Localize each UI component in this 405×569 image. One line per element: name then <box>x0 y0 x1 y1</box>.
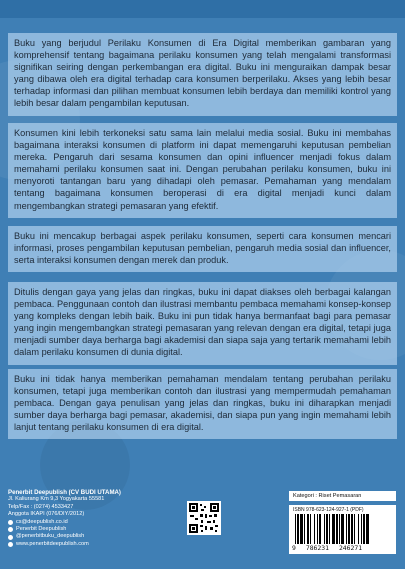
barcode-bar <box>363 514 365 544</box>
barcode-bar <box>329 514 330 544</box>
publisher-name: Penerbit Deepublish (CV BUDI UTAMA) <box>8 489 121 496</box>
email-icon <box>8 520 13 525</box>
barcode-bar <box>358 514 359 544</box>
barcode-digits <box>292 544 362 552</box>
blurb-box <box>8 226 397 272</box>
qr-code <box>187 501 221 535</box>
barcode-bar <box>336 514 338 544</box>
barcode-bar <box>317 514 318 544</box>
blurb-paragraph: Konsumen kini lebih terkoneksi satu sama lain melalui media sosial. Buku ini membahas bagaimana interaksi konsumen di platform ini dapat memengaruhi keputusan pembelian mereka. Pengaruh dari sesama konsumen dan opini influencer menjadi fokus dalam memahami perilaku konsumen saat ini. Dengan perubahan perilaku konsumen, buku ini menyoroti tantangan baru yang dihadapi oleh pemasar. Pemahaman yang mendalam tentang bagaimana konsumen beroperasi di era digital menjadi kunci dalam mengembangkan strategi pemasaran yang efektif. <box>14 128 391 211</box>
barcode-bar <box>332 514 335 544</box>
isbn-text: ISBN 978-623-124-927-1 (PDF) <box>293 507 364 513</box>
top-band <box>0 0 405 18</box>
barcode-bar <box>307 514 309 544</box>
back-cover-footer <box>0 485 405 569</box>
barcode-bar <box>324 514 325 544</box>
qr-code-icon <box>189 503 219 533</box>
contact-text: @penerbitbuku_deepublish <box>16 533 85 540</box>
barcode-bar <box>310 514 311 544</box>
contact-instagram <box>8 533 121 540</box>
blurb-box <box>8 369 397 439</box>
globe-icon <box>8 542 13 547</box>
barcode-digit-group: 246271 <box>338 544 363 552</box>
blurb-box <box>8 33 397 116</box>
instagram-icon <box>8 535 13 540</box>
publisher-info <box>8 489 121 548</box>
publisher-address: Jl. Kaliurang Km 9,3 Yogyakarta 55581 <box>8 496 105 503</box>
publisher-member: Anggota IKAPI (076/DIY/2012) <box>8 511 85 518</box>
barcode-bar <box>319 514 321 544</box>
barcode-bar <box>348 514 350 544</box>
blurb-box <box>8 123 397 218</box>
barcode-bar <box>297 514 299 544</box>
barcode-bar <box>341 514 344 544</box>
blurb-paragraph: Buku ini tidak hanya memberikan pemahaman mendalam tentang perubahan perilaku konsumen, tetapi juga memberikan contoh dan ilustrasi yang mempermudah pemahaman pembaca. Dengan gaya penulisan yang jelas dan ringkas, buku ini diharapkan menjadi sumber daya berharga bagi pemasar, akademisi, dan siapa pun yang ingin memahami lebih lanjut tentang perilaku konsumen di era digital. <box>14 374 391 433</box>
barcode-bar <box>346 514 347 544</box>
blurb-box <box>8 282 397 365</box>
contact-text: cs@deepublish.co.id <box>16 518 68 525</box>
contact-text: www.penerbitdeepublish.com <box>16 540 89 547</box>
barcode-bar <box>304 514 305 544</box>
category-label: Kategori : Riset Pemasaran <box>289 491 396 501</box>
blurb-paragraph: Buku yang berjudul Perilaku Konsumen di Era Digital memberikan gambaran yang komprehensif tentang bagaimana perilaku konsumen yang telah mengalami transformasi signifikan seiring dengan perkembangan era digital. Buku ini menguraikan dampak besar yang dibawa oleh era digital terhadap cara konsumen berperilaku. Akses yang lebih besar terhadap informasi dan pilihan membuat konsumen lebih berdaya dan memiliki kontrol yang lebih besar dalam pengambilan keputusan. <box>14 38 391 109</box>
barcode-bar <box>354 514 355 544</box>
blurb-paragraph: Ditulis dengan gaya yang jelas dan ringkas, buku ini dapat diakses oleh berbagai kalangan pembaca. Penggunaan contoh dan ilustrasi membantu pembaca memahami konsep-konsep yang kompleks dengan lebih baik. Buku ini pun tidak hanya bermanfaat bagi para pemasar yang ingin mengembangkan strategi pemasaran yang relevan dengan era digital, tetapi juga menjadi sumber daya berharga bagi akademisi dan siapa saja yang tertarik memahami lebih dalam perilaku konsumen di dunia digital. <box>14 287 391 358</box>
barcode-digit-group: 786231 <box>305 544 329 552</box>
facebook-icon <box>8 527 13 532</box>
barcode-bar <box>300 514 303 544</box>
barcode-bar <box>314 514 315 544</box>
blurb-paragraph: Buku ini mencakup berbagai aspek perilaku konsumen, seperti cara konsumen mencari informasi, proses pengambilan keputusan pembelian, pengaruh media sosial dan influencer, serta interaksi konsumen dengan merek dan produk. <box>14 231 391 266</box>
barcode-bar <box>351 514 353 544</box>
contact-text: Penerbit Deepublish <box>16 526 67 533</box>
barcode-bar <box>326 514 328 544</box>
barcode-bar <box>361 514 362 544</box>
contact-email <box>8 519 121 526</box>
isbn-barcode <box>289 505 396 554</box>
barcode-digit-group: 9 <box>292 544 296 552</box>
contact-facebook <box>8 526 121 533</box>
barcode-bar <box>366 514 369 544</box>
contact-website <box>8 541 121 548</box>
barcode-bar <box>339 514 340 544</box>
publisher-phone: Telp/Fax : (0274) 4533427 <box>8 503 74 510</box>
barcode-bar <box>295 514 296 544</box>
barcode-icon <box>295 514 390 544</box>
